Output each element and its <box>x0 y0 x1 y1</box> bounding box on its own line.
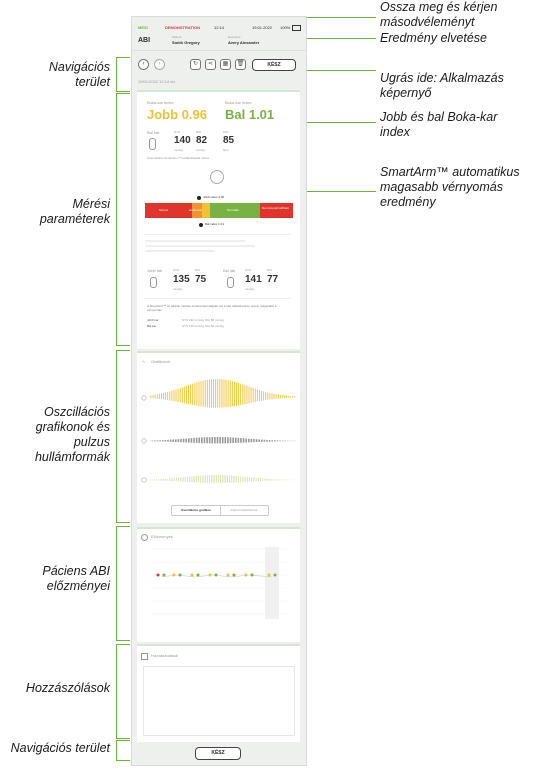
bracket-oscill-tick <box>116 350 130 351</box>
arm-dia-value: 82 <box>196 135 208 146</box>
scale-segment-borderline <box>202 203 210 218</box>
right-leg-sys: 135 <box>173 274 190 285</box>
history-title: Előzmények <box>151 534 173 539</box>
retest-left-values: SYS 140 mmHg, DIA 82 mmHg <box>182 324 224 328</box>
bracket-nav-top <box>116 57 117 91</box>
right-leg-sys-label: SYS <box>173 268 180 272</box>
right-index-marker <box>197 196 201 200</box>
left-leg-unit: mmHg <box>245 287 254 291</box>
bracket-nav-bottom-tick <box>116 740 130 741</box>
history-point-left <box>179 574 182 577</box>
foot-icon <box>227 277 234 288</box>
scale-label-borderline: Határeset <box>189 208 203 212</box>
arm-sys-value: 140 <box>174 135 191 146</box>
scale-segment-severe <box>145 203 192 218</box>
device-screen <box>131 16 307 766</box>
placeholder-line <box>145 245 255 247</box>
clock-icon <box>141 534 148 541</box>
arm-sys-unit: mmHg <box>174 148 183 152</box>
left-leg-dia-label: DIA <box>267 268 273 272</box>
divider <box>145 234 291 235</box>
scale-label-noncompress: Nem komprimálható <box>262 206 289 210</box>
annotation-leftright: Jobb és bal Boka-kar index <box>380 110 498 139</box>
patient-caption: Patient <box>172 35 182 39</box>
retest-note: A SmartArm™ az adatok mérése eredményét alapján ezt a kart választotta ki, amely magasabb a vérnyomás. <box>147 304 277 312</box>
measurement-panel <box>137 90 300 349</box>
smartarm-note: Automatikus SmartArm™ kiválasztással mérve <box>147 156 210 160</box>
bracket-nav-bottom-tick2 <box>116 760 130 761</box>
timestamp: 19/01/2022 12:14 du. <box>138 79 176 84</box>
bracket-history-tick2 <box>116 640 130 641</box>
history-point-right <box>227 574 230 577</box>
bracket-comments <box>116 644 117 738</box>
comments-panel <box>137 644 300 742</box>
retest-left-arm: Bal kar <box>147 324 157 328</box>
battery-icon <box>292 25 301 31</box>
right-leg-dia-label: DIA <box>195 268 201 272</box>
leader-goto <box>296 70 376 71</box>
history-point-right <box>157 574 160 577</box>
arm-pul-value: 85 <box>223 135 235 146</box>
history-point-right <box>245 574 248 577</box>
chevron-right-icon: › <box>158 61 161 67</box>
abi-history-chart <box>137 543 300 639</box>
mode-label: DEMONSTRATION <box>165 25 201 30</box>
comments-title: Hozzászólások <box>151 653 178 658</box>
bracket-comments-tick2 <box>116 738 130 739</box>
bracket-nav-top-tick <box>116 57 130 58</box>
comment-icon <box>141 653 148 660</box>
header-divider <box>132 50 306 51</box>
discard-button[interactable] <box>235 59 246 70</box>
comments-textarea[interactable] <box>143 666 295 736</box>
right-index-label: Jobb index 0.96 <box>203 195 225 199</box>
bracket-history <box>116 526 117 640</box>
refresh-icon: ↻ <box>192 61 199 67</box>
charts-panel <box>137 351 300 523</box>
arm-icon <box>149 138 156 150</box>
history-point-left <box>233 574 236 577</box>
history-point-left <box>163 574 166 577</box>
history-point-right <box>209 574 212 577</box>
annotation-oscill: Oszcillációs grafikonok és pulzus hullámformák <box>34 405 110 464</box>
annotation-comments: Hozzászólások <box>25 681 110 695</box>
right-arm-oscillation <box>151 379 295 408</box>
patient-name[interactable]: Smith Gregory <box>172 40 200 45</box>
annotation-goto: Ugrás ide: Alkalmazás képernyő <box>380 71 504 100</box>
annotation-share: Ossza meg és kérjen másodvéleményt <box>380 0 498 29</box>
left-abi-value: Bal 1.01 <box>225 107 275 122</box>
retake-button[interactable] <box>190 59 201 70</box>
foot-icon <box>150 277 157 288</box>
history-point-right <box>173 574 176 577</box>
arm-dia-unit: mmHg <box>196 148 205 152</box>
cuff-icon <box>142 478 146 482</box>
tab-oscillation[interactable]: Oszcillációs grafikon <box>172 506 221 515</box>
annotation-discard: Eredmény elvetése <box>380 31 488 45</box>
arm-sys-label: SYS <box>174 130 181 134</box>
bracket-measure-tick2 <box>116 345 130 346</box>
info-circle-icon[interactable] <box>210 170 224 184</box>
battery-label: 100% <box>280 25 291 30</box>
history-point-right <box>191 574 194 577</box>
brand-label: MESI <box>138 25 148 30</box>
bracket-oscill <box>116 350 117 522</box>
bracket-comments-tick <box>116 644 130 645</box>
left-index-label: Bal index 1.01 <box>205 222 225 226</box>
history-point-right <box>268 574 271 577</box>
left-leg-sys-label: SYS <box>245 268 252 272</box>
grid-icon: ▦ <box>222 61 229 67</box>
examiner-caption: Examiner <box>228 35 241 39</box>
history-point-left <box>197 574 200 577</box>
scale-label-normal: Normális <box>227 208 239 212</box>
retest-right-values: SYS 132 mmHg, DIA 80 mmHg <box>182 318 224 322</box>
chevron-left-icon: ‹ <box>142 61 145 67</box>
bracket-nav-top-tick2 <box>116 91 130 92</box>
arm-label: Bal kar <box>147 130 160 135</box>
annotation-nav-bottom: Navigációs terület <box>10 741 110 755</box>
right-abi-caption: Boka-kar index <box>147 100 174 105</box>
tab-pulse[interactable]: Pulzus hullámforma <box>230 508 258 512</box>
history-point-left <box>274 574 277 577</box>
bracket-oscill-tick2 <box>116 522 130 523</box>
history-point-left <box>215 574 218 577</box>
left-leg-label: Bal láb <box>223 268 236 273</box>
share-button[interactable] <box>205 59 216 70</box>
right-abi-value: Jobb 0.96 <box>147 107 207 122</box>
annotation-nav-top: Navigációs terület <box>48 60 110 89</box>
leg-waveform <box>151 475 295 483</box>
left-leg-sys: 141 <box>245 274 262 285</box>
abi-scale-bar <box>145 203 293 218</box>
scale-label-severe: Súlyos <box>159 208 169 212</box>
status-time: 12:14 <box>214 25 225 30</box>
right-leg-unit: mmHg <box>173 287 182 291</box>
cuff-icon <box>142 396 146 400</box>
divider <box>145 298 291 299</box>
left-arm-waveform <box>151 437 295 443</box>
annotation-smartarm: SmartArm™ automatikus magasabb vérnyomás eredmény <box>380 165 520 209</box>
bracket-nav-bottom <box>116 740 117 760</box>
back-button[interactable] <box>138 59 149 70</box>
cuff-icon <box>142 439 146 443</box>
arm-pul-unit: bpm <box>223 148 229 152</box>
left-abi-caption: Boka-kar index <box>225 100 252 105</box>
chart-tab-group <box>171 505 269 516</box>
history-point-left <box>251 574 254 577</box>
trash-icon: 🗑 <box>236 61 245 67</box>
annotation-measure: Mérési paraméterek <box>39 197 110 226</box>
forward-button[interactable] <box>154 59 165 70</box>
oscillation-waveforms <box>137 365 300 505</box>
share-icon: ⋖ <box>207 61 214 67</box>
examiner-name[interactable]: Avery Alexander <box>228 40 260 45</box>
placeholder-line <box>145 250 215 252</box>
chart-pulse-icon: ∿ <box>142 359 146 364</box>
done-button[interactable]: KÉSZ <box>252 59 296 71</box>
footer-done-button[interactable]: KÉSZ <box>195 747 241 760</box>
bracket-history-tick <box>116 526 130 527</box>
left-index-marker <box>199 223 203 227</box>
page-title: ABI <box>138 37 151 44</box>
bracket-measure-tick <box>116 93 130 94</box>
history-highlight <box>265 547 279 619</box>
arm-pul-label: PUL <box>223 130 229 134</box>
status-date: 19.01.2022 <box>252 25 273 30</box>
placeholder-line <box>145 240 245 242</box>
right-leg-dia: 75 <box>195 274 207 285</box>
app-screen-button[interactable] <box>220 59 231 70</box>
history-panel <box>137 527 300 642</box>
right-leg-label: Jobb láb <box>147 268 163 273</box>
left-leg-dia: 77 <box>267 274 279 285</box>
arm-dia-label: DIA <box>196 130 202 134</box>
charts-title: Grafikonok <box>151 359 171 364</box>
retest-right-arm: Jobb kar <box>147 318 159 322</box>
annotation-history: Páciens ABI előzményei <box>42 564 110 593</box>
bracket-measure <box>116 93 117 345</box>
